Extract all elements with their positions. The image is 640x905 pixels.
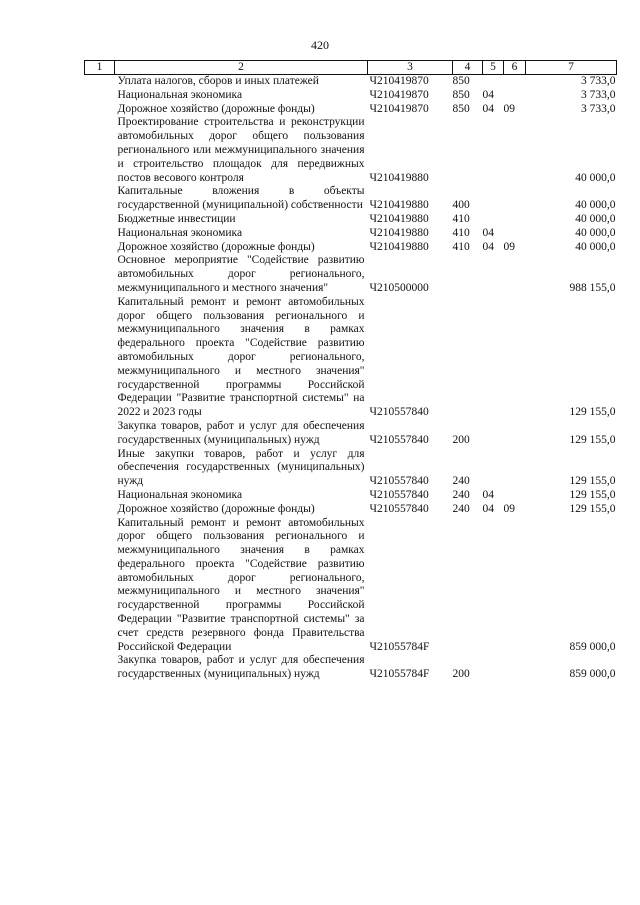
- row-pr-cell: [504, 116, 526, 185]
- row-index-cell: [85, 489, 115, 503]
- row-rz-cell: 04: [482, 226, 494, 239]
- row-amount-cell: 988 155,0: [569, 281, 616, 294]
- row-rz-cell: [483, 517, 504, 655]
- row-name-cell: Капитальный ремонт и ремонт автомобильных дорог общего пользования регионального и межмуниципального значения в рамках федерального проекта "Содействие развитию автомобильных дорог регионального, межмуниципального и местного значения" государственной программы Российской Федерации "Развитие транспортной системы" за счет средств резервного фонда Правительства Российской Федерации: [117, 516, 365, 653]
- row-vr-cell: 410: [452, 226, 470, 239]
- row-pr-cell: [504, 227, 526, 241]
- row-code-cell: Ч210419880: [369, 171, 429, 184]
- row-index-cell: [85, 420, 115, 448]
- row-amount-cell: 129 155,0: [569, 488, 616, 501]
- budget-table: [84, 60, 617, 682]
- row-name-cell: Закупка товаров, работ и услуг для обеспечения государственных (муниципальных) нужд: [117, 654, 365, 681]
- row-amount-cell: 40 000,0: [575, 212, 616, 225]
- row-pr-cell: [504, 296, 526, 420]
- row-name-cell: Дорожное хозяйство (дорожные фонды): [117, 102, 315, 115]
- row-code-cell: Ч210419870: [369, 88, 429, 101]
- row-vr-cell: 410: [452, 240, 470, 253]
- row-amount-cell: 3 733,0: [581, 102, 616, 115]
- row-pr-cell: [504, 489, 526, 503]
- row-name-cell: Национальная экономика: [117, 488, 243, 501]
- row-vr-cell: 240: [452, 488, 470, 501]
- table-row: [85, 654, 617, 682]
- row-name-cell: Закупка товаров, работ и услуг для обеспечения государственных (муниципальных) нужд: [117, 419, 365, 446]
- row-vr-cell: [453, 116, 483, 185]
- header-col-6: 6: [504, 61, 526, 75]
- row-index-cell: [85, 75, 115, 89]
- row-name-cell: Капитальные вложения в объекты государственной (муниципальной) собственности: [117, 185, 365, 212]
- table-row: [85, 227, 617, 241]
- row-rz-cell: [483, 296, 504, 420]
- row-pr-cell: 09: [503, 240, 515, 253]
- table-row: [85, 420, 617, 448]
- row-index-cell: [85, 296, 115, 420]
- row-index-cell: [85, 241, 115, 255]
- row-amount-cell: 129 155,0: [569, 502, 616, 515]
- row-amount-cell: 859 000,0: [569, 668, 616, 681]
- row-code-cell: Ч210557840: [369, 433, 429, 446]
- row-index-cell: [85, 254, 115, 295]
- row-pr-cell: 09: [503, 502, 515, 515]
- row-amount-cell: 859 000,0: [569, 640, 616, 653]
- table-row: [85, 89, 617, 103]
- row-name-cell: Уплата налогов, сборов и иных платежей: [117, 75, 319, 87]
- table-row: [85, 503, 617, 517]
- row-pr-cell: [504, 89, 526, 103]
- header-col-4: 4: [453, 61, 483, 75]
- row-code-cell: Ч21055784F: [369, 668, 430, 681]
- row-vr-cell: 850: [452, 88, 470, 101]
- header-row: [85, 61, 617, 75]
- row-amount-cell: 40 000,0: [575, 240, 616, 253]
- row-code-cell: Ч210557840: [369, 488, 429, 501]
- row-vr-cell: [453, 296, 483, 420]
- row-code-cell: Ч210557840: [369, 502, 429, 515]
- table-row: [85, 185, 617, 213]
- row-code-cell: Ч210419870: [369, 102, 429, 115]
- row-pr-cell: [504, 654, 526, 682]
- row-amount-cell: 3 733,0: [581, 75, 616, 87]
- row-rz-cell: [483, 116, 504, 185]
- row-index-cell: [85, 654, 115, 682]
- row-vr-cell: 200: [452, 668, 470, 681]
- header-col-1: 1: [85, 61, 115, 75]
- row-name-cell: Проектирование строительства и реконструкции автомобильных дорог общего пользования регионального или межмуниципального значения и строительство площадок для передвижных постов весового контроля: [117, 116, 365, 184]
- row-pr-cell: [504, 448, 526, 489]
- row-index-cell: [85, 89, 115, 103]
- row-pr-cell: [504, 517, 526, 655]
- row-amount-cell: 40 000,0: [575, 171, 616, 184]
- header-col-7: 7: [526, 61, 617, 75]
- row-rz-cell: [483, 254, 504, 295]
- table-row: [85, 517, 617, 655]
- row-rz-cell: 04: [482, 88, 494, 101]
- header-col-3: 3: [368, 61, 453, 75]
- row-index-cell: [85, 503, 115, 517]
- row-pr-cell: 09: [503, 102, 515, 115]
- row-code-cell: Ч210419880: [369, 226, 429, 239]
- table-row: [85, 213, 617, 227]
- row-vr-cell: 240: [452, 475, 470, 488]
- row-vr-cell: [453, 254, 483, 295]
- table-row: [85, 489, 617, 503]
- row-vr-cell: [453, 517, 483, 655]
- table-row: [85, 254, 617, 295]
- table-row: [85, 241, 617, 255]
- row-pr-cell: [504, 75, 526, 89]
- row-index-cell: [85, 448, 115, 489]
- row-index-cell: [85, 517, 115, 655]
- table-row: [85, 448, 617, 489]
- row-pr-cell: [504, 420, 526, 448]
- row-vr-cell: 400: [452, 199, 470, 212]
- table-row: [85, 75, 617, 89]
- row-rz-cell: 04: [482, 502, 494, 515]
- row-rz-cell: [483, 420, 504, 448]
- row-amount-cell: 3 733,0: [581, 88, 616, 101]
- row-amount-cell: 40 000,0: [575, 199, 616, 212]
- row-code-cell: Ч210557840: [369, 475, 429, 488]
- row-index-cell: [85, 227, 115, 241]
- row-name-cell: Иные закупки товаров, работ и услуг для обеспечения государственных (муниципальных) нужд: [117, 447, 365, 488]
- row-amount-cell: 129 155,0: [569, 475, 616, 488]
- row-rz-cell: [483, 654, 504, 682]
- row-code-cell: Ч210419880: [369, 199, 429, 212]
- row-vr-cell: 200: [452, 433, 470, 446]
- row-vr-cell: 410: [452, 212, 470, 225]
- header-col-5: 5: [483, 61, 504, 75]
- table-header: [85, 61, 617, 75]
- row-code-cell: Ч210419880: [369, 240, 429, 253]
- row-index-cell: [85, 213, 115, 227]
- row-index-cell: [85, 103, 115, 117]
- row-rz-cell: [483, 75, 504, 89]
- row-pr-cell: [504, 185, 526, 213]
- row-code-cell: Ч210500000: [369, 281, 429, 294]
- row-vr-cell: 240: [452, 502, 470, 515]
- row-rz-cell: 04: [482, 102, 494, 115]
- row-vr-cell: 850: [452, 75, 470, 87]
- page-number: 420: [311, 38, 329, 52]
- table-row: [85, 116, 617, 185]
- row-rz-cell: [483, 213, 504, 227]
- row-name-cell: Дорожное хозяйство (дорожные фонды): [117, 502, 315, 515]
- table-body: [85, 75, 617, 683]
- row-name-cell: Бюджетные инвестиции: [117, 212, 236, 225]
- row-name-cell: Национальная экономика: [117, 88, 243, 101]
- row-code-cell: Ч210557840: [369, 406, 429, 419]
- row-name-cell: Национальная экономика: [117, 226, 243, 239]
- row-rz-cell: 04: [482, 488, 494, 501]
- table-row: [85, 103, 617, 117]
- row-vr-cell: 850: [452, 102, 470, 115]
- row-amount-cell: 40 000,0: [575, 226, 616, 239]
- row-rz-cell: [483, 448, 504, 489]
- row-name-cell: Капитальный ремонт и ремонт автомобильных дорог общего пользования регионального и межмуниципального значения в рамках федерального проекта "Содействие развитию автомобильных дорог регионального, межмуниципального и местного значения" государственной программы Российской Федерации "Развитие транспортной системы" на 2022 и 2023 годы: [117, 295, 365, 419]
- row-pr-cell: [504, 254, 526, 295]
- row-rz-cell: 04: [482, 240, 494, 253]
- row-name-cell: Основное мероприятие "Содействие развитию автомобильных дорог регионального, межмуниципального и местного значения": [117, 254, 365, 294]
- row-amount-cell: 129 155,0: [569, 433, 616, 446]
- row-code-cell: Ч210419870: [369, 75, 429, 87]
- row-code-cell: Ч210419880: [369, 212, 429, 225]
- row-code-cell: Ч21055784F: [369, 640, 430, 653]
- header-col-2: 2: [115, 61, 368, 75]
- row-rz-cell: [483, 185, 504, 213]
- row-pr-cell: [504, 213, 526, 227]
- row-amount-cell: 129 155,0: [569, 406, 616, 419]
- row-index-cell: [85, 185, 115, 213]
- table-row: [85, 296, 617, 420]
- row-index-cell: [85, 116, 115, 185]
- row-name-cell: Дорожное хозяйство (дорожные фонды): [117, 240, 315, 253]
